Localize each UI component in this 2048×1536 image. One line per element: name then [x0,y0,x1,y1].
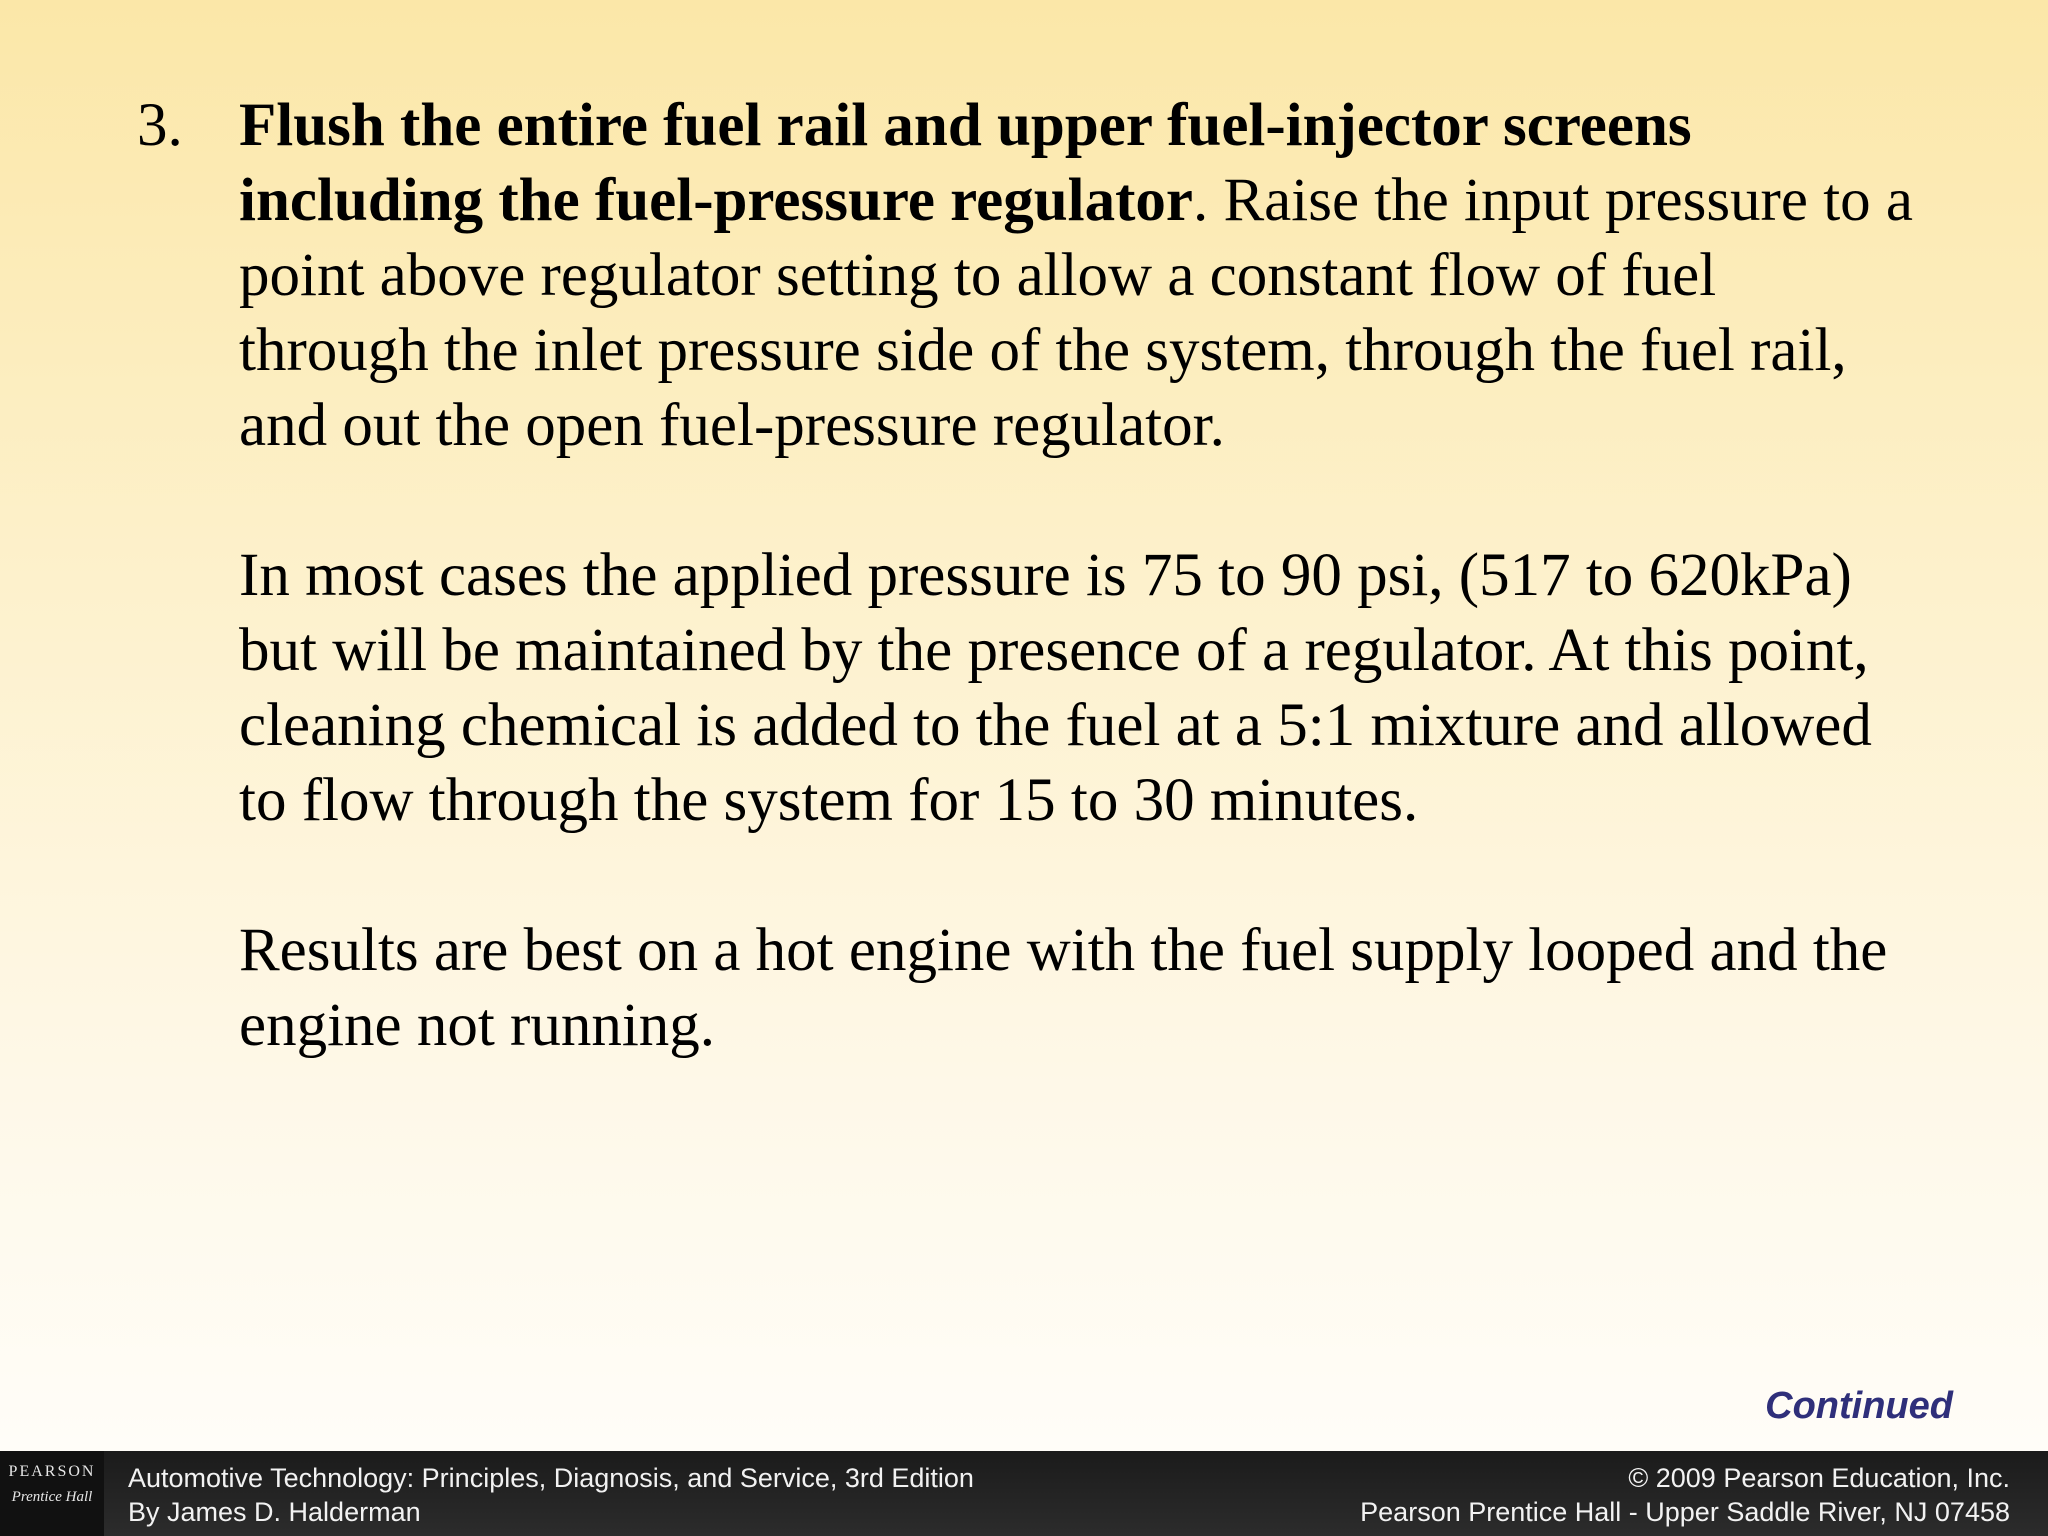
book-author: By James D. Halderman [128,1497,421,1527]
step-content [239,88,1919,1063]
logo-pearson-text: PEARSON [8,1463,96,1480]
paragraph-results: Results are best on a hot engine with the fuel supply looped and the engine not running. [239,917,1888,1059]
footer-publisher-info [1360,1461,2010,1529]
copyright-notice: © 2009 Pearson Education, Inc. [1628,1463,2010,1493]
continued-label: Continued [1765,1385,1953,1427]
pearson-logo [0,1451,104,1536]
step-number: 3. [137,92,183,159]
paragraph-pressure: In most cases the applied pressure is 75 to 90 psi, (517 to 620kPa) but will be maintained by the presence of a regulator. At this point, cleaning chemical is added to the fuel at a 5:1 mixture and allowed to flow through the system for 15 to 30 minutes. [239,542,1872,834]
publisher-address: Pearson Prentice Hall - Upper Saddle River, NJ 07458 [1360,1497,2010,1527]
logo-prentice-hall-text: Prentice Hall [11,1489,93,1505]
footer-book-info [128,1461,974,1529]
instruction-heading: Flush the entire fuel rail and upper fuel-injector screens including the fuel-pressure regulator [239,92,1692,234]
instruction-body: . Raise the input pressure to a point above regulator setting to allow a constant flow of fuel through the inlet pressure side of the system, through the fuel rail, and out the open fuel-pressure regulator. [239,167,1913,459]
paragraph-instruction [239,88,1919,463]
book-title: Automotive Technology: Principles, Diagnosis, and Service, 3rd Edition [128,1463,974,1493]
footer-bar [0,1451,2048,1536]
